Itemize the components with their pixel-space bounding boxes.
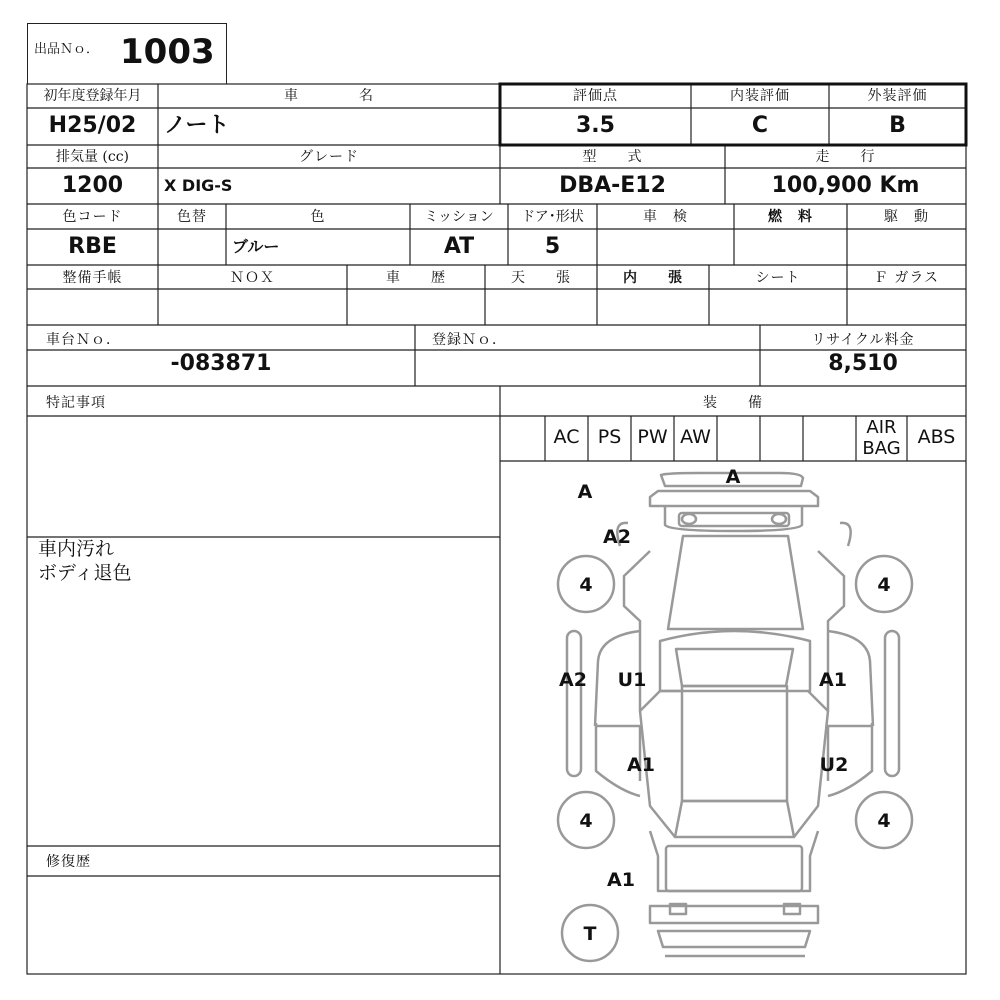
mileage-label: 走 行 bbox=[815, 149, 876, 165]
recycle-label: リサイクル料金 bbox=[811, 332, 915, 348]
door-label: ドア･形状 bbox=[521, 209, 584, 225]
front-glass-label: Ｆ ガラス bbox=[873, 270, 940, 286]
drive-label: 駆 動 bbox=[884, 209, 929, 225]
seat-label: シート bbox=[755, 270, 801, 286]
first-reg-label: 初年度登録年月 bbox=[43, 88, 142, 104]
mark-tire-front-right: 4 bbox=[877, 574, 891, 596]
first-reg-value: H25/02 bbox=[48, 113, 137, 138]
model-value: DBA-E12 bbox=[559, 173, 666, 198]
displacement-value: 1200 bbox=[61, 173, 124, 198]
nox-label: ＮＯＸ bbox=[230, 270, 275, 286]
mark-spare-tire: T bbox=[583, 923, 597, 945]
equip-ps: PS bbox=[597, 426, 622, 448]
mark-right-rear-door: U2 bbox=[819, 754, 849, 776]
equip-abs: ABS bbox=[917, 426, 956, 448]
interior-label: 内装評価 bbox=[730, 88, 790, 104]
mission-value: AT bbox=[443, 234, 475, 259]
equip-aw: AW bbox=[680, 426, 711, 448]
equipment-label: 装 備 bbox=[703, 395, 763, 411]
displacement-label: 排気量 (cc) bbox=[55, 149, 130, 165]
lot-number: 1003 bbox=[120, 32, 215, 72]
exterior-value: B bbox=[889, 113, 906, 138]
color-change-label: 色替 bbox=[177, 209, 207, 225]
equip-ac: AC bbox=[553, 426, 580, 448]
headliner-label: 天 張 bbox=[511, 270, 571, 286]
recycle-value: 8,510 bbox=[828, 351, 898, 376]
fuel-label: 燃 料 bbox=[768, 209, 813, 225]
mission-label: ミッション bbox=[424, 209, 494, 225]
special-note-line-2: ボディ退色 bbox=[38, 562, 132, 584]
mark-rear-gate: A1 bbox=[607, 869, 635, 891]
car-name-label: 車 名 bbox=[284, 88, 374, 104]
reg-no-label: 登録Ｎｏ． bbox=[432, 332, 507, 348]
mark-tire-front-left: 4 bbox=[579, 574, 593, 596]
repair-history-label: 修復歴 bbox=[46, 854, 91, 870]
interior-value: C bbox=[751, 113, 769, 138]
score-label: 評価点 bbox=[573, 88, 618, 104]
car-name-value: ノート bbox=[164, 113, 230, 138]
chassis-label: 車台Ｎｏ． bbox=[46, 332, 121, 348]
mark-right-front-door: A1 bbox=[819, 669, 847, 691]
mark-left-rear-door: A1 bbox=[627, 754, 655, 776]
car-damage-diagram bbox=[500, 461, 966, 974]
grade-label: グレード bbox=[299, 149, 359, 165]
lot-label: 出品Ｎｏ． bbox=[34, 42, 100, 57]
maintenance-book-label: 整備手帳 bbox=[62, 270, 123, 286]
color-code-value: RBE bbox=[68, 234, 117, 259]
interior-trim-label: 内 張 bbox=[623, 270, 683, 286]
mark-windshield: A2 bbox=[603, 526, 631, 548]
color-label: 色 bbox=[310, 209, 326, 225]
inspection-label: 車 検 bbox=[643, 209, 688, 225]
mark-left-front-door: A2 bbox=[559, 669, 587, 691]
grade-value: X DIG-S bbox=[164, 176, 233, 195]
color-code-label: 色コード bbox=[62, 209, 123, 225]
mark-hood-left: A bbox=[577, 481, 593, 503]
mileage-value: 100,900 Km bbox=[771, 173, 920, 198]
model-label: 型 式 bbox=[582, 149, 643, 165]
equip-airbag: AIR BAG bbox=[862, 417, 901, 459]
mark-left-front-door-inner: U1 bbox=[617, 669, 647, 691]
special-notes-label: 特記事項 bbox=[46, 395, 106, 411]
door-value: 5 bbox=[544, 234, 561, 259]
equip-pw: PW bbox=[637, 426, 668, 448]
color-value: ブルー bbox=[232, 237, 280, 256]
special-note-line-1: 車内汚れ bbox=[38, 538, 115, 560]
score-value: 3.5 bbox=[576, 113, 615, 138]
mark-front-bumper: A bbox=[725, 466, 741, 488]
mark-tire-rear-right: 4 bbox=[877, 810, 891, 832]
exterior-label: 外装評価 bbox=[867, 88, 928, 104]
chassis-value: -083871 bbox=[170, 351, 272, 376]
history-label: 車 歴 bbox=[386, 270, 446, 286]
mark-tire-rear-left: 4 bbox=[579, 810, 593, 832]
